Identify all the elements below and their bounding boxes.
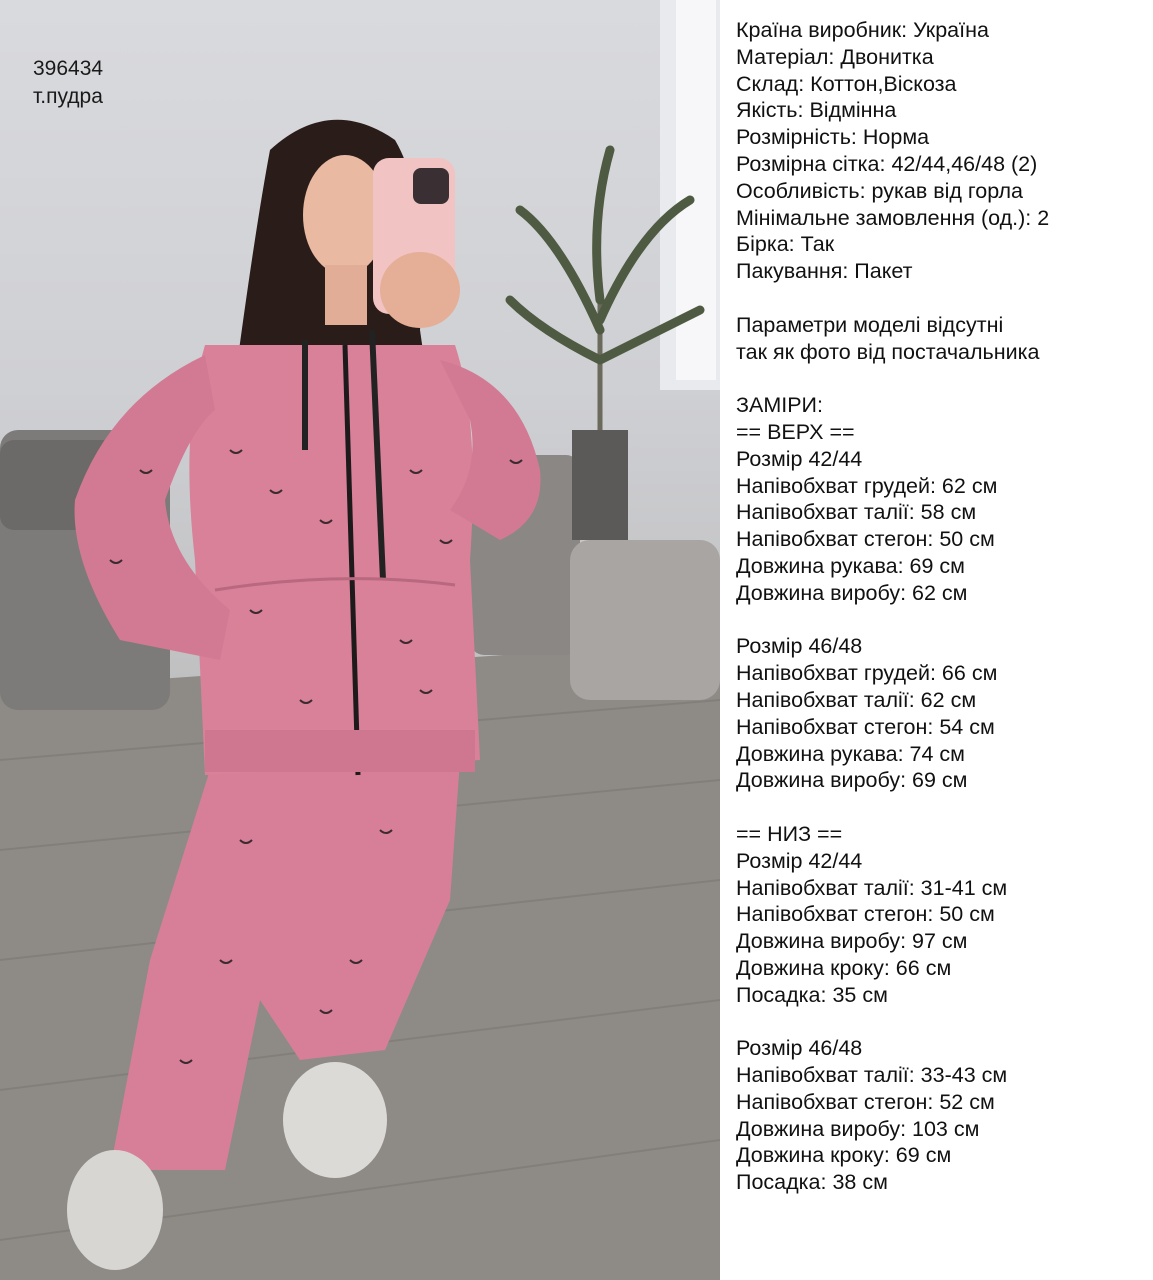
ottoman bbox=[570, 540, 720, 700]
measure-row: Напівобхват стегон: 54 см bbox=[736, 714, 995, 739]
measure-row: Посадка: 38 см bbox=[736, 1170, 888, 1195]
model-note bbox=[736, 312, 1146, 366]
specs-list bbox=[736, 17, 1146, 285]
top-size-46-48 bbox=[736, 633, 1146, 794]
size-label: Розмір 42/44 bbox=[736, 446, 863, 471]
measure-row: Посадка: 35 см bbox=[736, 982, 888, 1007]
size-label: Розмір 46/48 bbox=[736, 634, 863, 659]
bottom-header: == НИЗ == bbox=[736, 821, 843, 846]
spec-min-order: Мінімальне замовлення (од.): 2 bbox=[736, 205, 1050, 230]
right-sneaker bbox=[283, 1062, 387, 1178]
measure-row: Довжина виробу: 103 см bbox=[736, 1116, 980, 1141]
measure-row: Довжина виробу: 62 см bbox=[736, 580, 968, 605]
measure-row: Напівобхват талії: 31-41 см bbox=[736, 875, 1008, 900]
measure-row: Напівобхват талії: 33-43 см bbox=[736, 1063, 1008, 1088]
measure-row: Довжина рукава: 74 см bbox=[736, 741, 965, 766]
note-line: так як фото від постачальника bbox=[736, 339, 1040, 364]
measure-row: Довжина рукава: 69 см bbox=[736, 553, 965, 578]
spec-tag: Бірка: Так bbox=[736, 232, 835, 257]
measure-row: Напівобхват грудей: 62 см bbox=[736, 473, 998, 498]
size-label: Розмір 42/44 bbox=[736, 848, 863, 873]
measure-row: Напівобхват талії: 58 см bbox=[736, 500, 977, 525]
note-line: Параметри моделі відсутні bbox=[736, 312, 1004, 337]
bottom-size-42-44 bbox=[736, 848, 1146, 1009]
spec-sizing: Розмірність: Норма bbox=[736, 125, 930, 150]
measure-row: Довжина кроку: 69 см bbox=[736, 1143, 952, 1168]
measure-row: Довжина виробу: 69 см bbox=[736, 768, 968, 793]
measure-row: Напівобхват талії: 62 см bbox=[736, 687, 977, 712]
phone-camera bbox=[413, 168, 449, 204]
hoodie bbox=[189, 345, 480, 775]
measure-row: Напівобхват стегон: 50 см bbox=[736, 902, 995, 927]
top-size-42-44 bbox=[736, 446, 1146, 607]
measurements-title: ЗАМІРИ: bbox=[736, 393, 823, 418]
spec-material: Матеріал: Двонитка bbox=[736, 44, 934, 69]
measure-row: Довжина виробу: 97 см bbox=[736, 929, 968, 954]
spec-quality: Якість: Відмінна bbox=[736, 98, 897, 123]
left-sneaker bbox=[67, 1150, 163, 1270]
spec-country: Країна виробник: Україна bbox=[736, 18, 989, 42]
spec-composition: Склад: Коттон,Віскоза bbox=[736, 71, 957, 96]
size-label: Розмір 46/48 bbox=[736, 1036, 863, 1061]
photo-caption bbox=[33, 55, 103, 111]
spec-packaging: Пакування: Пакет bbox=[736, 259, 913, 284]
hand bbox=[380, 252, 460, 328]
product-details bbox=[736, 17, 1146, 1196]
color-name: т.пудра bbox=[33, 85, 103, 108]
spec-feature: Особливість: рукав від горла bbox=[736, 178, 1023, 203]
measure-row: Напівобхват грудей: 66 см bbox=[736, 661, 998, 686]
spec-size-grid: Розмірна сітка: 42/44,46/48 (2) bbox=[736, 151, 1038, 176]
top-header: == ВЕРХ == bbox=[736, 419, 855, 444]
measure-row: Напівобхват стегон: 50 см bbox=[736, 527, 995, 552]
measure-row: Напівобхват стегон: 52 см bbox=[736, 1089, 995, 1114]
measure-row: Довжина кроку: 66 см bbox=[736, 955, 952, 980]
article-number: 396434 bbox=[33, 57, 104, 80]
bottom-size-46-48 bbox=[736, 1035, 1146, 1196]
